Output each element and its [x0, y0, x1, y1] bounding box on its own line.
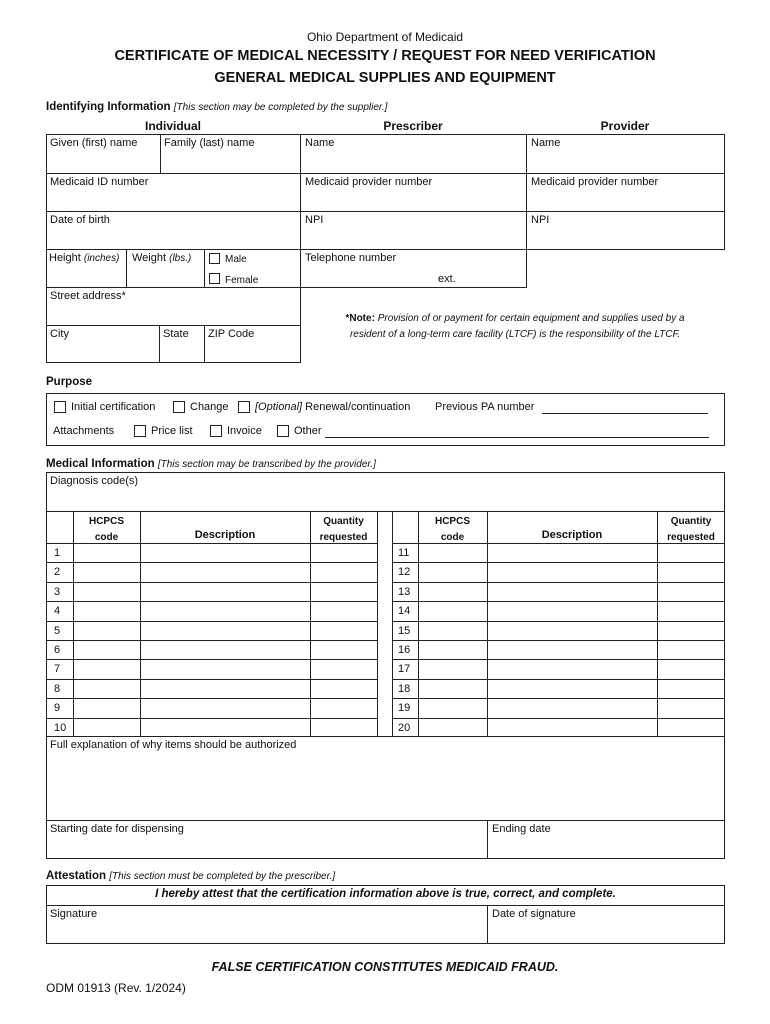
row-number: 16	[398, 644, 411, 656]
date-signature-label: Date of signature	[492, 908, 576, 920]
table-row[interactable]	[418, 718, 725, 737]
col-individual: Individual	[144, 119, 201, 133]
qty-l2: requested	[319, 532, 368, 543]
table-row[interactable]	[73, 679, 377, 698]
row-number: 12	[398, 566, 411, 578]
row-number: 5	[54, 625, 61, 637]
provider-number-label: Medicaid provider number	[531, 176, 659, 188]
table-row[interactable]	[73, 640, 377, 659]
col-provider: Provider	[600, 119, 650, 133]
table-row[interactable]	[418, 582, 725, 601]
table-row[interactable]	[418, 698, 725, 717]
telephone-label: Telephone number	[305, 252, 397, 264]
row-number: 18	[398, 683, 411, 695]
row-number: 6	[54, 644, 61, 656]
signature-field[interactable]	[46, 905, 488, 944]
female-label: Female	[225, 275, 259, 286]
table-row[interactable]	[73, 659, 377, 678]
end-date-label: Ending date	[492, 823, 551, 835]
state-label: State	[163, 328, 189, 340]
ltcf-note-line1: Provision of or payment for certain equipment and supplies used by a	[377, 313, 685, 324]
attachments-label: Attachments	[53, 425, 115, 437]
height-text: Height	[49, 252, 81, 264]
hcpcs-l1: HCPCS	[88, 516, 124, 527]
table-row[interactable]	[73, 582, 377, 601]
attestation-heading	[46, 870, 335, 882]
table-row[interactable]	[418, 621, 725, 640]
family-name-label: Family (last) name	[164, 137, 255, 149]
description-header-left: Description	[194, 529, 256, 541]
row-number: 13	[398, 586, 411, 598]
other-checkbox[interactable]	[277, 425, 289, 437]
hcpcs-l2: code	[440, 532, 465, 543]
row-number: 9	[54, 702, 61, 714]
medicaid-id-label: Medicaid ID number	[50, 176, 149, 188]
row-number: 8	[54, 683, 61, 695]
provider-name-label: Name	[531, 137, 561, 149]
row-number: 1	[54, 547, 61, 559]
price-list-checkbox[interactable]	[134, 425, 146, 437]
table-row[interactable]	[418, 679, 725, 698]
row-number: 17	[398, 663, 411, 675]
renewal-label	[255, 401, 410, 413]
invoice-checkbox[interactable]	[210, 425, 222, 437]
previous-pa-label: Previous PA number	[435, 401, 535, 413]
initial-label: Initial certification	[71, 401, 156, 413]
diagnosis-label: Diagnosis code(s)	[50, 475, 139, 487]
hcpcs-l2: code	[94, 532, 119, 543]
col-divider	[392, 511, 393, 737]
quantity-header-left	[310, 514, 377, 546]
height-unit: (inches)	[83, 253, 120, 264]
signature-label: Signature	[50, 908, 98, 920]
height-label	[49, 252, 119, 264]
renewal-text: Renewal/continuation	[305, 401, 411, 413]
ltcf-note-bold: *Note:	[345, 313, 375, 324]
ext-label: ext.	[438, 273, 456, 285]
row-number: 2	[54, 566, 61, 578]
col-divider	[377, 511, 378, 737]
medical-note: [This section may be transcribed by the provider.]	[157, 459, 376, 470]
zip-label: ZIP Code	[208, 328, 255, 340]
row-number: 20	[398, 722, 411, 734]
ltcf-note	[305, 311, 725, 343]
form-id: ODM 01913 (Rev. 1/2024)	[46, 981, 186, 995]
male-label: Male	[225, 254, 247, 265]
table-row[interactable]	[73, 621, 377, 640]
col-prescriber: Prescriber	[383, 119, 443, 133]
other-label: Other	[294, 425, 322, 437]
qty-l1: Quantity	[323, 516, 364, 527]
table-row[interactable]	[418, 659, 725, 678]
explanation-label: Full explanation of why items should be authorized	[50, 739, 297, 751]
row-number: 7	[54, 663, 61, 675]
qty-l1: Quantity	[670, 516, 712, 527]
given-name-label: Given (first) name	[50, 137, 138, 149]
street-label: Street address*	[50, 290, 126, 302]
table-row[interactable]	[73, 601, 377, 620]
row-number: 19	[398, 702, 411, 714]
purpose-heading: Purpose	[46, 376, 93, 388]
female-checkbox[interactable]	[209, 273, 220, 284]
diagnosis-field[interactable]	[46, 472, 725, 512]
provider-npi-label: NPI	[531, 214, 550, 226]
weight-text: Weight	[132, 252, 167, 264]
description-header-right: Description	[541, 529, 603, 541]
change-label: Change	[190, 401, 229, 413]
prescriber-provider-number-label: Medicaid provider number	[305, 176, 433, 188]
prescriber-npi-label: NPI	[305, 214, 324, 226]
weight-unit: (lbs.)	[169, 253, 192, 264]
identifying-heading	[46, 101, 387, 113]
medical-heading	[46, 458, 376, 470]
male-checkbox[interactable]	[209, 253, 220, 264]
table-row[interactable]	[73, 562, 377, 581]
hcpcs-header-left	[73, 514, 140, 546]
table-row[interactable]	[418, 562, 725, 581]
initial-checkbox[interactable]	[54, 401, 66, 413]
start-date-label: Starting date for dispensing	[50, 823, 184, 835]
quantity-header-right	[657, 514, 725, 546]
table-row[interactable]	[418, 601, 725, 620]
change-checkbox[interactable]	[173, 401, 185, 413]
table-row[interactable]	[73, 718, 377, 737]
prescriber-npi-field[interactable]	[300, 211, 527, 250]
hcpcs-header-right	[418, 514, 487, 546]
row-number: 3	[54, 586, 61, 598]
other-input[interactable]	[325, 437, 709, 438]
agency-name: Ohio Department of Medicaid	[306, 30, 464, 44]
prescriber-name-label: Name	[305, 137, 335, 149]
qty-l2: requested	[667, 532, 715, 543]
table-row[interactable]	[73, 698, 377, 717]
renewal-checkbox[interactable]	[238, 401, 250, 413]
form-title-line2: GENERAL MEDICAL SUPPLIES AND EQUIPMENT	[214, 70, 556, 86]
weight-label	[132, 252, 191, 264]
row-number: 15	[398, 625, 411, 637]
row-number: 4	[54, 605, 61, 617]
row-number: 10	[54, 722, 67, 734]
row-number: 14	[398, 605, 411, 617]
identifying-title: Identifying Information	[46, 101, 171, 113]
table-row[interactable]	[73, 543, 377, 562]
row-number: 11	[398, 547, 410, 559]
attestation-note: [This section must be completed by the prescriber.]	[109, 871, 336, 882]
identifying-note: [This section may be completed by the supplier.]	[173, 102, 388, 113]
medical-title: Medical Information	[46, 458, 155, 470]
dob-label: Date of birth	[50, 214, 110, 226]
attestation-statement: I hereby attest that the certification information above is true, correct, and complete.	[155, 888, 616, 900]
fraud-warning: FALSE CERTIFICATION CONSTITUTES MEDICAID FRAUD.	[211, 960, 559, 974]
ltcf-note-line2: resident of a long-term care facility (LTCF) is the responsibility of the LTCF.	[349, 329, 681, 340]
previous-pa-input[interactable]	[542, 413, 708, 414]
hcpcs-l1: HCPCS	[434, 516, 470, 527]
invoice-label: Invoice	[227, 425, 262, 437]
form-title-line1: CERTIFICATE OF MEDICAL NECESSITY / REQUEST FOR NEED VERIFICATION	[114, 48, 656, 64]
table-row[interactable]	[418, 640, 725, 659]
optional-label: [Optional]	[255, 401, 303, 413]
price-list-label: Price list	[151, 425, 193, 437]
table-row[interactable]	[418, 543, 725, 562]
provider-npi-field[interactable]	[526, 211, 725, 250]
city-label: City	[50, 328, 69, 340]
attestation-title: Attestation	[46, 870, 107, 882]
